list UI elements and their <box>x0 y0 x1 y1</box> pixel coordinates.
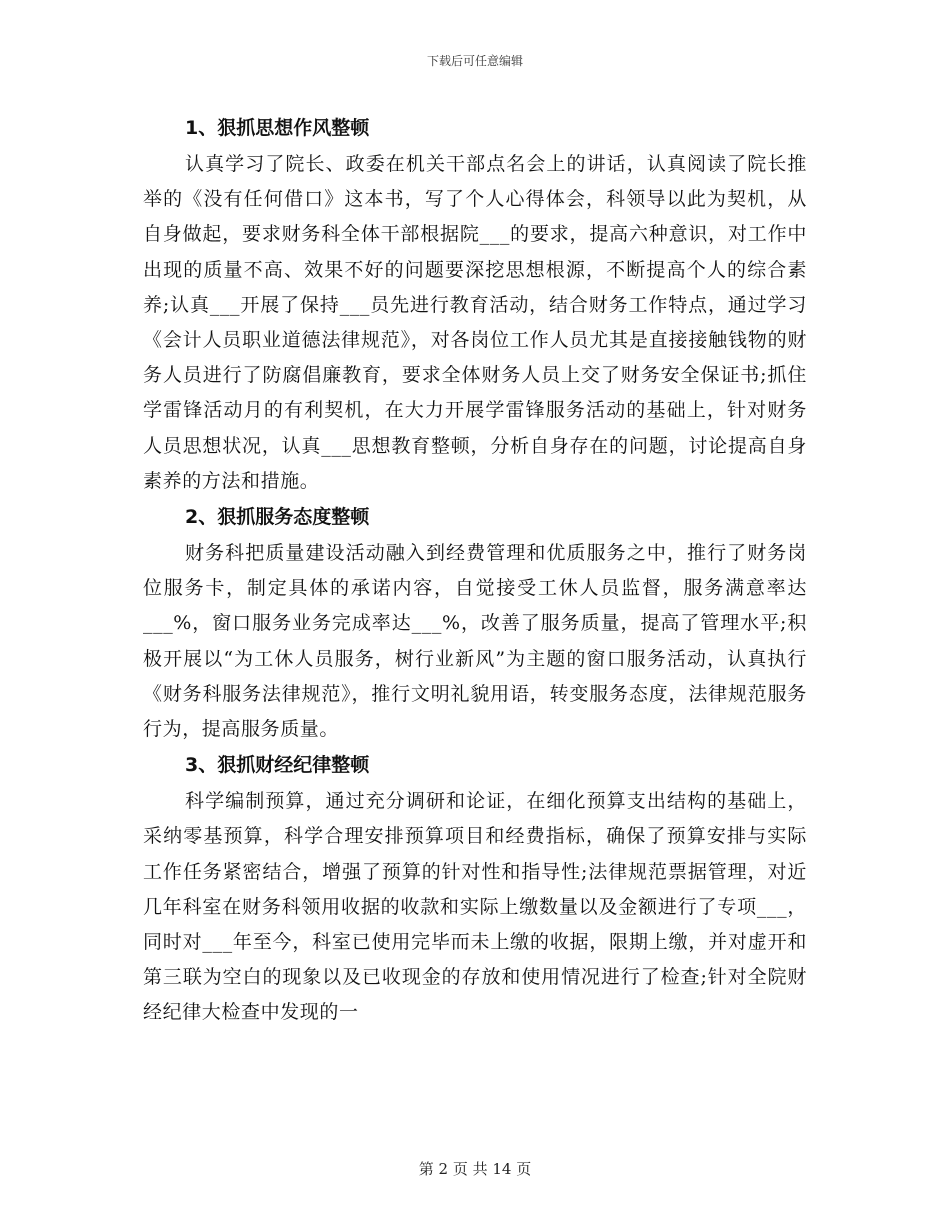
section-3-heading: 3、狠抓财经纪律整顿 <box>185 754 370 777</box>
page-number-footer: 第 2 页 共 14 页 <box>418 1160 532 1178</box>
section-1-paragraph: 认真学习了院长、政委在机关干部点名会上的讲话，认真阅读了院长推举的《没有任何借口》这本书，写了个人心得体会，科领导以此为契机，从自身做起，要求财务科全体干部根据院___的要求，提高六种意识，对工作中出现的质量不高、效果不好的问题要深挖思想根源，不断提高个人的综合素养;认真___开展了保持___员先进行教育活动，结合财务工作特点，通过学习《会计人员职业道德法律规范》，对各岗位工作人员尤其是直接接触钱物的财务人员进行了防腐倡廉教育，要求全体财务人员上交了财务安全保证书;抓住学雷锋活动月的有利契机，在大力开展学雷锋服务活动的基础上，针对财务人员思想状况，认真___思想教育整顿，分析自身存在的问题，讨论提高自身素养的方法和措施。 <box>143 153 807 492</box>
document-body <box>143 110 807 1031</box>
section-3-paragraph: 科学编制预算，通过充分调研和论证，在细化预算支出结构的基础上，采纳零基预算，科学合理安排预算项目和经费指标，确保了预算安排与实际工作任务紧密结合，增强了预算的针对性和指导性;法律规范票据管理，对近几年科室在财务科领用收据的收款和实际上缴数量以及金额进行了专项___，同时对___年至今，科室已使用完毕而未上缴的收据，限期上缴，并对虚开和第三联为空白的现象以及已收现金的存放和使用情况进行了检查;针对全院财经纪律大检查中发现的一 <box>143 790 807 1024</box>
section-2-paragraph: 财务科把质量建设活动融入到经费管理和优质服务之中，推行了财务岗位服务卡，制定具体的承诺内容，自觉接受工休人员监督，服务满意率达___%，窗口服务业务完成率达___%，改善了服务质量，提高了管理水平;积极开展以“为工休人员服务，树行业新风”为主题的窗口服务活动，认真执行《财务科服务法律规范》，推行文明礼貌用语，转变服务态度，法律规范服务行为，提高服务质量。 <box>143 542 807 741</box>
section-2-heading: 2、狠抓服务态度整顿 <box>185 506 370 529</box>
section-1-heading: 1、狠抓思想作风整顿 <box>185 117 370 139</box>
page-header-note: 下载后可任意编辑 <box>426 54 523 68</box>
